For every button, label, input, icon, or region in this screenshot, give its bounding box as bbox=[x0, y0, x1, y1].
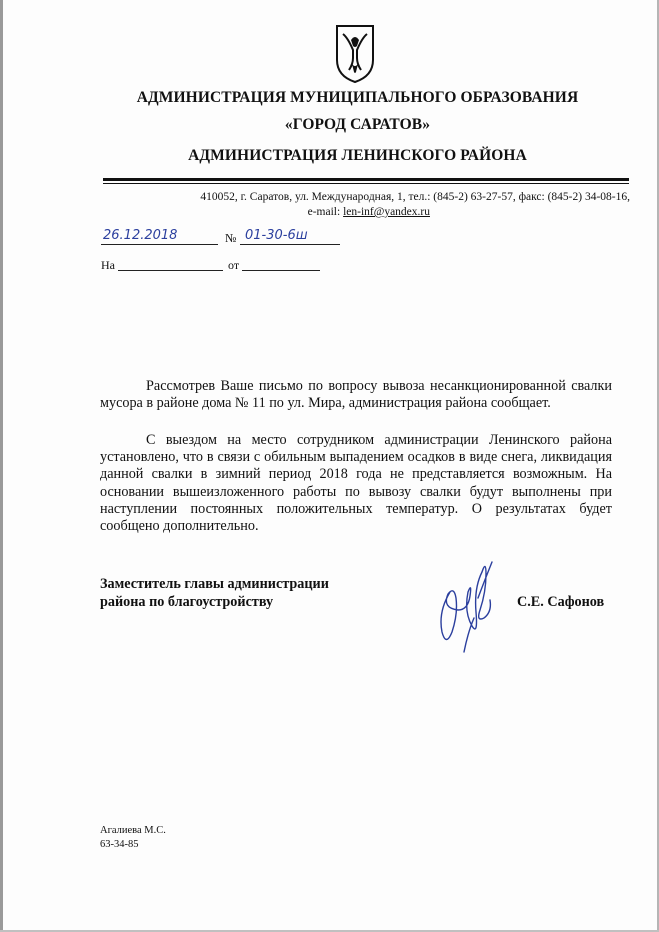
email-label: e-mail: bbox=[307, 206, 344, 218]
executor-info bbox=[100, 824, 166, 852]
email-line bbox=[100, 205, 430, 220]
signatory-name: С.Е. Сафонов bbox=[517, 594, 605, 610]
signatory-title bbox=[100, 575, 329, 611]
number-underline bbox=[240, 244, 340, 245]
header-divider bbox=[103, 183, 629, 184]
handwritten-signature bbox=[428, 552, 508, 660]
body-paragraph: С выездом на место сотрудником администрации Ленинского района установлено, что в связи с обильным выпадением осадков в виде снега, ликвидация данной свалки в зимний период 2018 года не представляется возможным. На основании вышеизложенного работы по вывозу свалки будут выполнены при наступлении постоянных положительных температур. О результатах будет сообщено дополнительно. bbox=[100, 432, 612, 535]
reply-to-underline bbox=[118, 270, 223, 271]
executor-phone: 63-34-85 bbox=[100, 839, 139, 850]
address-line: 410052, г. Саратов, ул. Международная, 1, тел.: (845-2) 63-27-57, факс: (845-2) 34-08-16, bbox=[200, 191, 630, 203]
district-name: АДМИНИСТРАЦИЯ ЛЕНИНСКОГО РАЙОНА bbox=[188, 147, 527, 164]
registration-date: 26.12.2018 bbox=[103, 228, 178, 243]
reply-date-label: от bbox=[228, 258, 240, 272]
date-underline bbox=[101, 244, 218, 245]
org-name-line2: «ГОРОД САРАТОВ» bbox=[284, 116, 431, 133]
header-divider bbox=[103, 178, 629, 181]
page-edge bbox=[0, 0, 3, 932]
org-name-line1: АДМИНИСТРАЦИЯ МУНИЦИПАЛЬНОГО ОБРАЗОВАНИЯ bbox=[136, 89, 579, 106]
coat-of-arms-icon bbox=[334, 24, 376, 84]
number-sign: № bbox=[225, 231, 237, 245]
body-paragraph: Рассмотрев Ваше письмо по вопросу вывоза несанкционированной свалки мусора в районе дома № 11 по ул. Мира, администрация района сообщает. bbox=[100, 378, 612, 412]
executor-name: Агалиева М.С. bbox=[100, 825, 166, 836]
reply-date-underline bbox=[242, 270, 320, 271]
email-link[interactable]: len-inf@yandex.ru bbox=[343, 206, 430, 218]
signatory-title-line: района по благоустройству bbox=[100, 594, 274, 610]
signatory-title-line: Заместитель главы администрации bbox=[100, 576, 329, 592]
reply-to-label: На bbox=[101, 258, 115, 272]
registration-number: 01-30-6ш bbox=[245, 228, 308, 243]
